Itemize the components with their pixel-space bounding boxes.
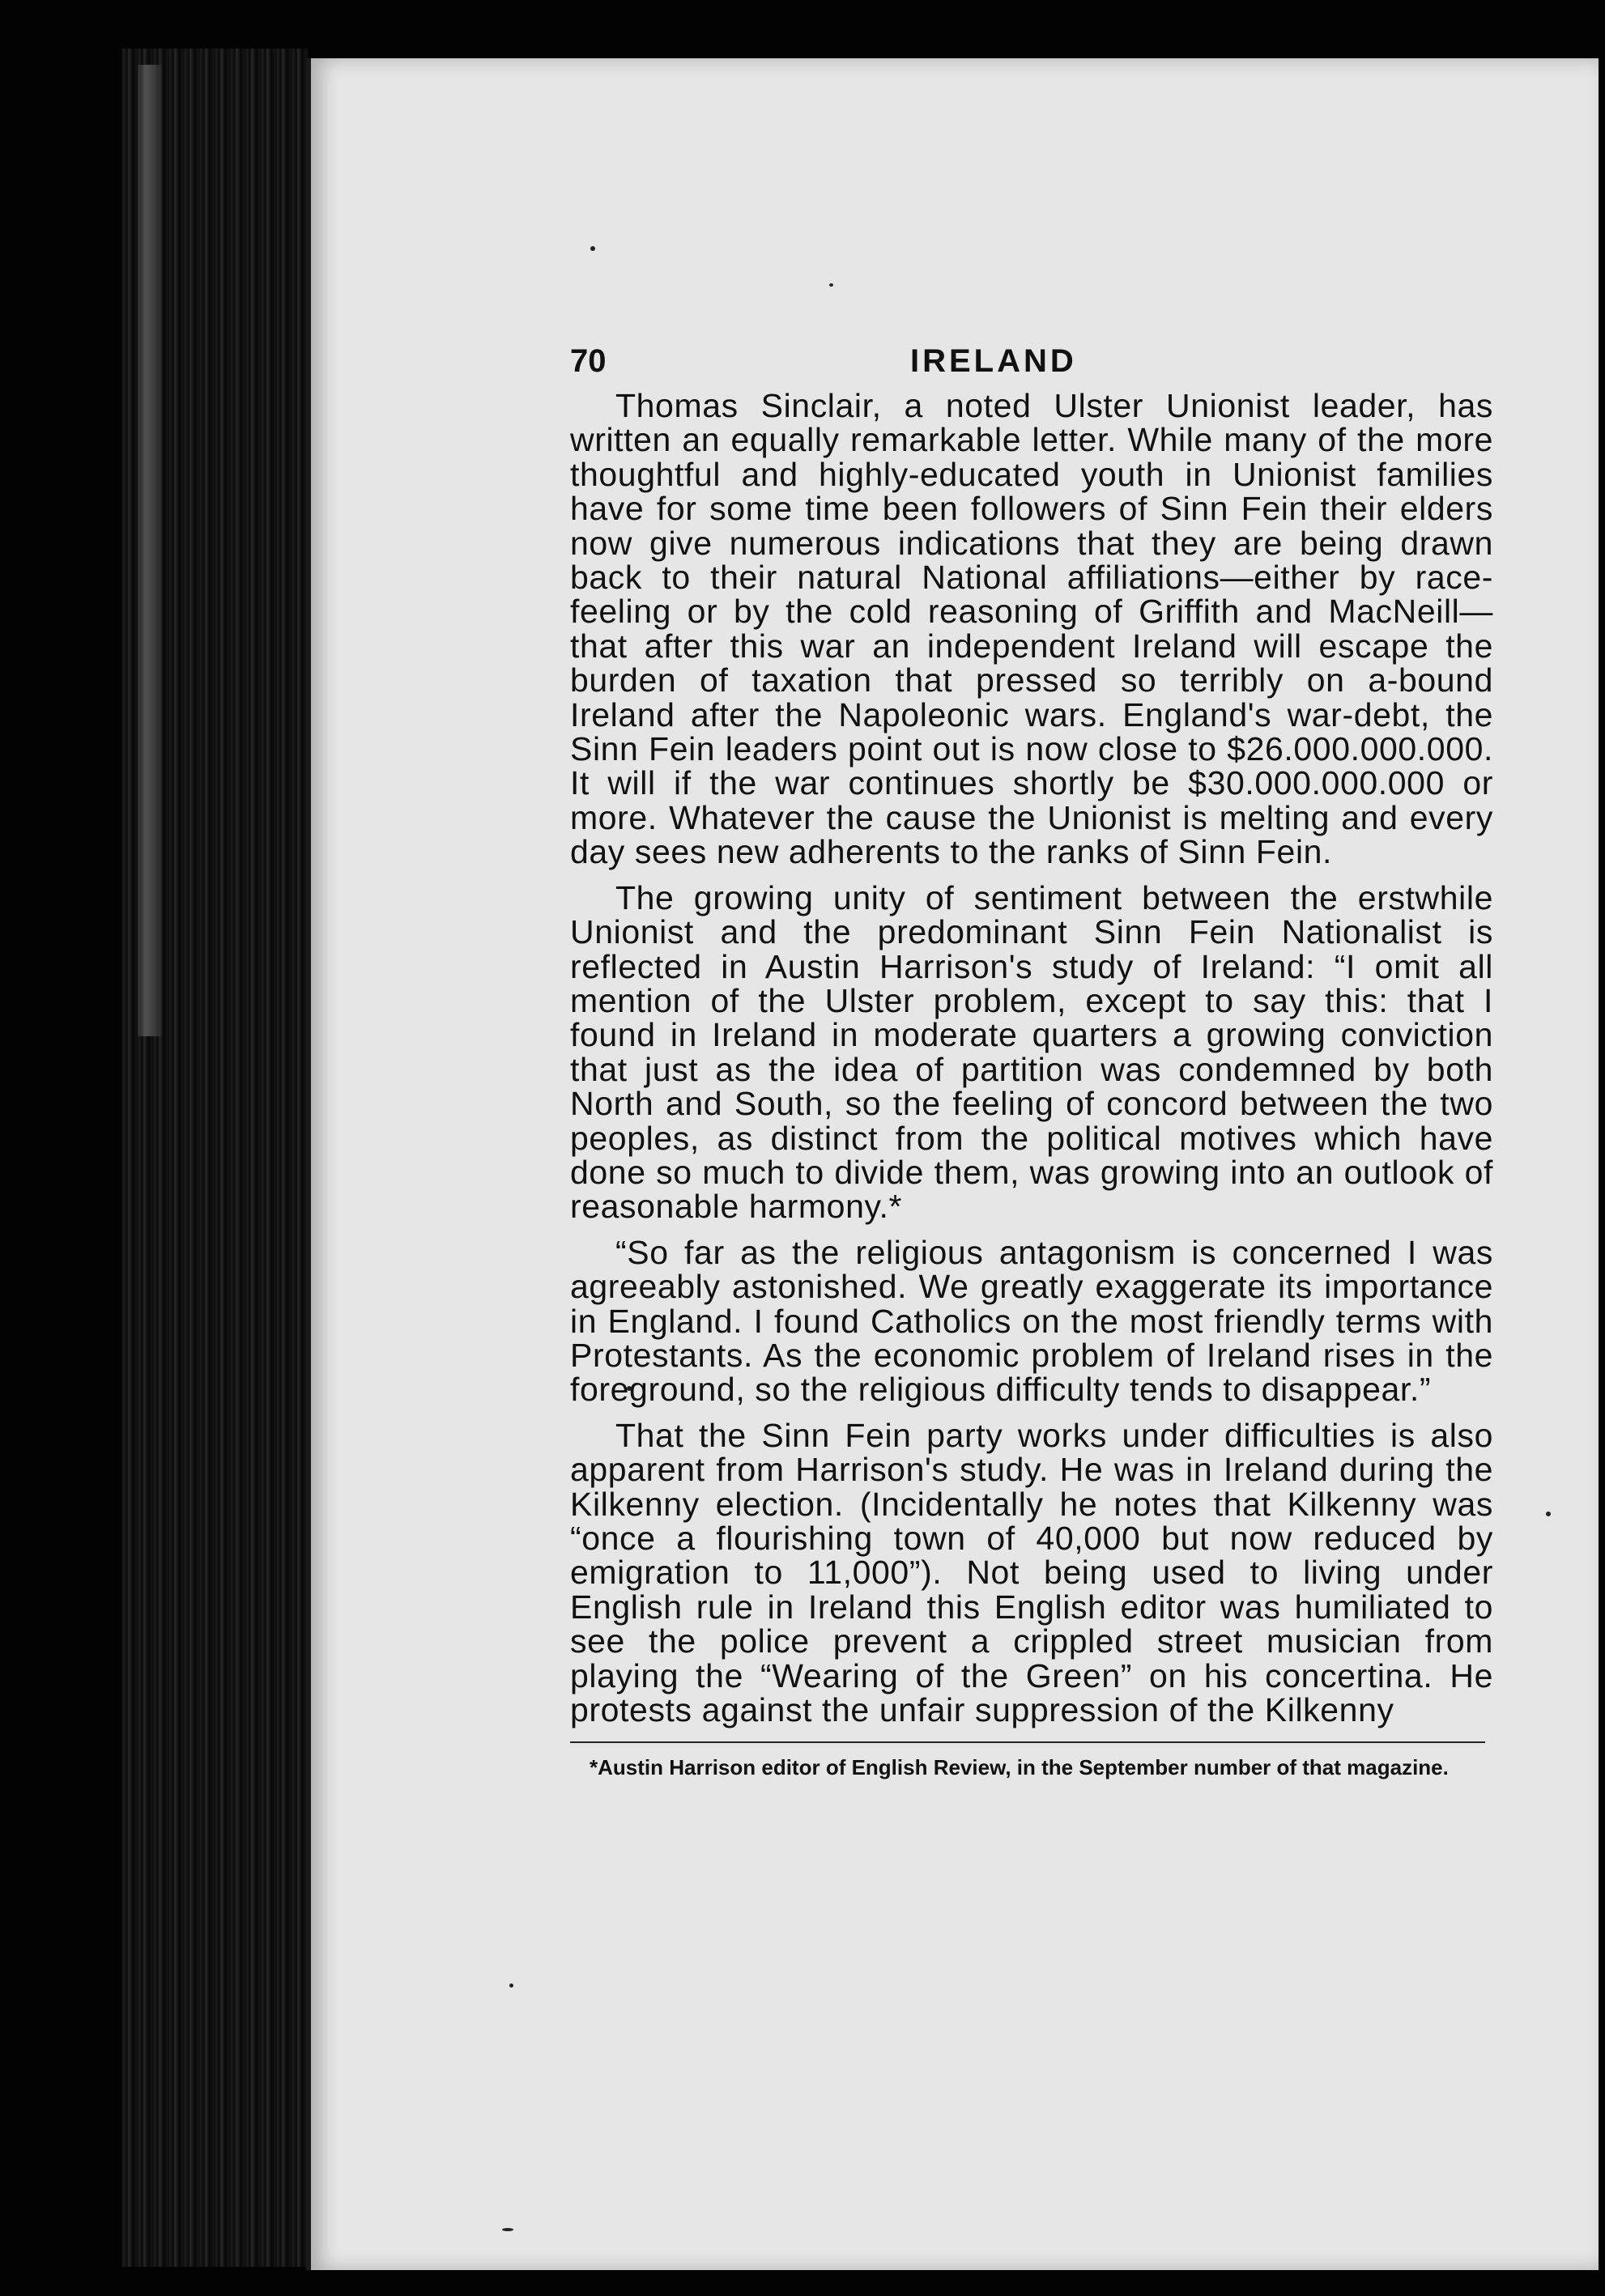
running-head [570,343,1493,387]
page-text-block [570,343,1493,1779]
running-title: IRELAND [910,343,1077,379]
page-number: 70 [570,343,607,379]
page-sheet [306,58,1599,2270]
paragraph-religious-antagonism: “So far as the religious antagonism is concerned I was agreeably astonished. We greatly exaggerate its importance in England. I found Catholics on the most friendly terms with Protestants. As the economic problem of Ireland rises in the foreground, so the religious difficulty tends to disappear.” [570,1233,1493,1409]
book-edge-highlight [138,65,162,1036]
footnote-rule [570,1741,1485,1743]
dust-speck [509,1983,513,1988]
dust-speck [590,246,595,251]
footnote: *Austin Harrison editor of English Review, in the September number of that magazine. [590,1755,1449,1780]
paragraph-sinclair: Thomas Sinclair, a noted Ulster Unionist leader, has written an equally remarkable letter. While many of the more thoughtful and highly-educated youth in Unionist families have for some time been followers of Sinn Fein their elders now give numerous indications that they are being drawn back to their natural National affiliations—either by race-feeling or by the cold reasoning of Griffith and MacNeill—that after this war an independent Ireland will escape the burden of taxation that pressed so terribly on a-bound Ireland after the Napoleonic wars. England's war-debt, the Sinn Fein leaders point out is now close to $26.000.000.000. It will if the war continues shortly be $30.000.000.000 or more. Whatever the cause the Unionist is melting and every day sees new adherents to the ranks of Sinn Fein. [570,387,1493,871]
dust-speck [502,2228,513,2231]
dust-speck [1546,1512,1551,1516]
paragraph-kilkenny: That the Sinn Fein party works under difficulties is also apparent from Harrison's study. He was in Ireland during the Kilkenny election. (Incidentally he notes that Kilkenny was “once a flourishing town of 40,000 but now reduced by emigration to 11,000”). Not being used to living under English rule in Ireland this English editor was humiliated to see the police prevent a crippled street musician from playing the “Wearing of the Green” on his concertina. He protests against the unfair suppression of the Kilkenny [570,1416,1493,1729]
paragraph-harrison-unity: The growing unity of sentiment between the erstwhile Unionist and the predominant Sinn Fein Nationalist is reflected in Austin Harrison's study of Ireland: “I omit all mention of the Ulster problem, except to say this: that I found in Ireland in moderate quarters a growing conviction that just as the idea of partition was condemned by both North and South, so the feeling of concord between the two peoples, as distinct from the political motives which have done so much to divide them, was growing into an outlook of reasonable harmony.* [570,878,1493,1226]
dust-speck [829,283,833,287]
